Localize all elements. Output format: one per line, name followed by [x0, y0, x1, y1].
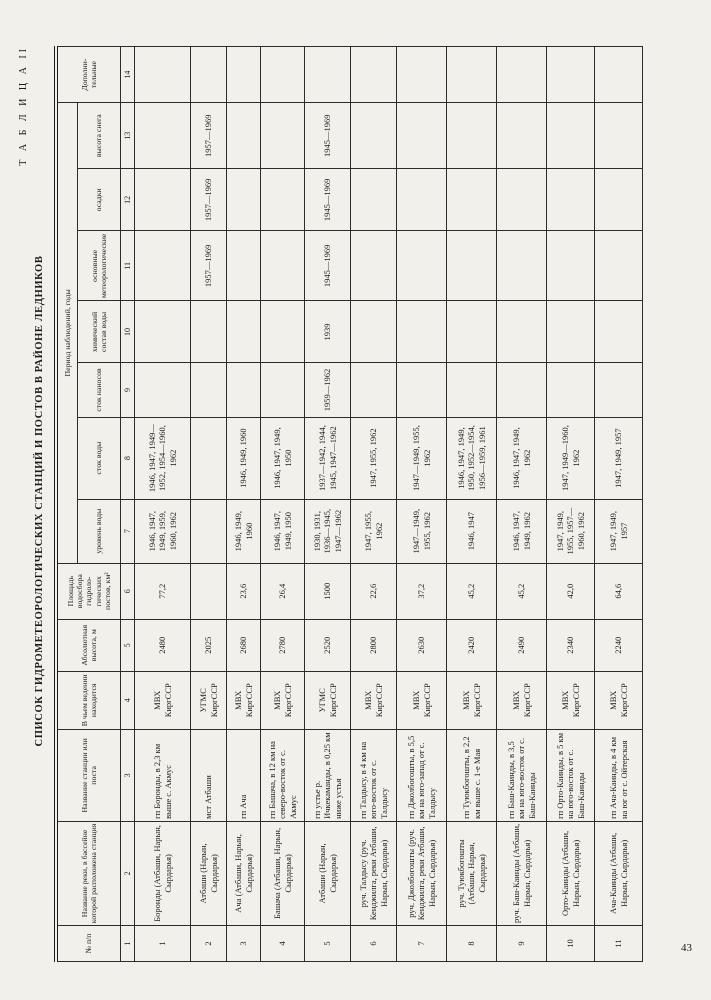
cell-row3-col14: [227, 47, 261, 103]
cell-row10-col4: МВХ КиргССР: [547, 671, 595, 729]
cell-row6-col8: 1947, 1955, 1962: [351, 417, 397, 499]
col-header-10: химический состав воды: [78, 301, 121, 363]
cell-row7-col4: МВХ КиргССР: [397, 671, 447, 729]
cell-row8-col4: МВХ КиргССР: [447, 671, 497, 729]
cell-row5-col9: 1959—1962: [305, 363, 351, 417]
cell-row2-col8: [191, 417, 227, 499]
cell-row1-col6: 77,2: [135, 563, 191, 619]
cell-row8-col11: [447, 231, 497, 301]
cell-row4-col8: 1946, 1947, 1949, 1950: [261, 417, 305, 499]
cell-row6-col6: 22,6: [351, 563, 397, 619]
col-header-12: осадки: [78, 169, 121, 231]
cell-row9-col8: 1946, 1947, 1949, 1962: [497, 417, 547, 499]
col-number-3: 3: [121, 729, 135, 821]
cell-row2-col9: [191, 363, 227, 417]
cell-row5-col6: 1500: [305, 563, 351, 619]
table-row: [447, 47, 497, 962]
cell-row6-col12: [351, 169, 397, 231]
cell-row9-col6: 45,2: [497, 563, 547, 619]
cell-row1-col9: [135, 363, 191, 417]
cell-row7-col2: руч. Джолбогошты (руч. Кенджилга, реки Атбаши, Нарын, Сырдарья): [397, 821, 447, 925]
cell-row3-col9: [227, 363, 261, 417]
col-number-9: 9: [121, 363, 135, 417]
cell-row2-col5: 2025: [191, 619, 227, 671]
cell-row11-col8: 1947, 1949, 1957: [595, 417, 643, 499]
cell-row1-col3: гп Боронды, в 2,3 км выше с. Акмус: [135, 729, 191, 821]
table-header: [56, 47, 135, 962]
cell-row11-col9: [595, 363, 643, 417]
cell-row8-col5: 2420: [447, 619, 497, 671]
page-number: 43: [681, 942, 692, 954]
rotated-table-block: [18, 40, 650, 962]
cell-row4-col1: 4: [261, 925, 305, 961]
table-label: Т А Б Л И Ц А II: [18, 46, 29, 166]
col-number-11: 11: [121, 231, 135, 301]
cell-row11-col3: гп Ача-Каинды, в 4 км на юг от с. Ойтерская: [595, 729, 643, 821]
cell-row2-col10: [191, 301, 227, 363]
cell-row10-col6: 42,0: [547, 563, 595, 619]
table-row: [227, 47, 261, 962]
cell-row8-col8: 1946, 1947, 1949, 1950, 1952—1954, 1956—1959, 1961: [447, 417, 497, 499]
cell-row5-col3: гп устье р. Ичкекаманды, в 0,25 км ниже устья: [305, 729, 351, 821]
cell-row2-col13: 1957—1969: [191, 103, 227, 169]
cell-row3-col8: 1946, 1949, 1960: [227, 417, 261, 499]
page-title: СПИСОК ГИДРОМЕТЕОРОЛОГИЧЕСКИХ СТАНЦИЙ И ПОСТОВ В РАЙОНЕ ЛЕДНИКОВ: [34, 255, 45, 747]
cell-row11-col4: МВХ КиргССР: [595, 671, 643, 729]
cell-row9-col10: [497, 301, 547, 363]
cell-row3-col6: 23,6: [227, 563, 261, 619]
col-number-1: 1: [121, 925, 135, 961]
col-number-7: 7: [121, 499, 135, 563]
cell-row6-col11: [351, 231, 397, 301]
cell-row1-col10: [135, 301, 191, 363]
cell-row2-col12: 1957—1969: [191, 169, 227, 231]
cell-row6-col7: 1947, 1955, 1962: [351, 499, 397, 563]
cell-row5-col2: Атбаши (Нарын, Сырдарья): [305, 821, 351, 925]
cell-row5-col8: 1937—1942, 1944, 1945, 1947—1962: [305, 417, 351, 499]
cell-row1-col4: МВХ КиргССР: [135, 671, 191, 729]
col-number-8: 8: [121, 417, 135, 499]
cell-row1-col14: [135, 47, 191, 103]
cell-row11-col11: [595, 231, 643, 301]
cell-row4-col14: [261, 47, 305, 103]
table-row: [305, 47, 351, 962]
col-number-6: 6: [121, 563, 135, 619]
cell-row9-col13: [497, 103, 547, 169]
table-row: [547, 47, 595, 962]
cell-row9-col2: руч. Баш-Каинды (Атбаши, Нарын, Сырдарья): [497, 821, 547, 925]
cell-row9-col3: гп Баш-Каинды, в 3,5 км на юго-восток от с. Баш-Каинды: [497, 729, 547, 821]
cell-row11-col10: [595, 301, 643, 363]
cell-row5-col11: 1945—1969: [305, 231, 351, 301]
cell-row8-col1: 8: [447, 925, 497, 961]
cell-row5-col4: УГМС КиргССР: [305, 671, 351, 729]
cell-row1-col13: [135, 103, 191, 169]
cell-row10-col13: [547, 103, 595, 169]
cell-row1-col12: [135, 169, 191, 231]
cell-row6-col14: [351, 47, 397, 103]
col-number-2: 2: [121, 821, 135, 925]
cell-row4-col9: [261, 363, 305, 417]
cell-row6-col4: МВХ КиргССР: [351, 671, 397, 729]
col-header-5: Абсолютная высота, м: [56, 619, 121, 671]
cell-row2-col7: [191, 499, 227, 563]
cell-row8-col12: [447, 169, 497, 231]
cell-row10-col5: 2340: [547, 619, 595, 671]
col-header-9: сток наносов: [78, 363, 121, 417]
cell-row8-col7: 1946, 1947: [447, 499, 497, 563]
cell-row8-col3: гп Туюкбогошты, в 2,2 км выше с. 1-е Мая: [447, 729, 497, 821]
cell-row11-col1: 11: [595, 925, 643, 961]
cell-row8-col14: [447, 47, 497, 103]
cell-row3-col11: [227, 231, 261, 301]
cell-row3-col5: 2680: [227, 619, 261, 671]
col-header-6: Площадь водосбора гидрологических постов, км²: [56, 563, 121, 619]
cell-row10-col10: [547, 301, 595, 363]
cell-row10-col12: [547, 169, 595, 231]
table-row: [135, 47, 191, 962]
cell-row4-col5: 2780: [261, 619, 305, 671]
cell-row4-col10: [261, 301, 305, 363]
col-header-4: В чьем ведении находится: [56, 671, 121, 729]
cell-row4-col6: 26,4: [261, 563, 305, 619]
cell-row2-col3: мст Атбаши: [191, 729, 227, 821]
cell-row4-col4: МВХ КиргССР: [261, 671, 305, 729]
table-row: [497, 47, 547, 962]
cell-row7-col13: [397, 103, 447, 169]
cell-row4-col2: Башача (Атбаши, Нарын, Сырдарья): [261, 821, 305, 925]
cell-row8-col10: [447, 301, 497, 363]
cell-row9-col9: [497, 363, 547, 417]
cell-row7-col5: 2630: [397, 619, 447, 671]
cell-row4-col12: [261, 169, 305, 231]
cell-row3-col13: [227, 103, 261, 169]
cell-row2-col11: 1957—1969: [191, 231, 227, 301]
col-header-13: высота снега: [78, 103, 121, 169]
col-number-4: 4: [121, 671, 135, 729]
cell-row2-col2: Атбаши (Нарын, Сырдарья): [191, 821, 227, 925]
cell-row3-col4: МВХ КиргССР: [227, 671, 261, 729]
cell-row4-col7: 1946, 1947, 1949, 1950: [261, 499, 305, 563]
cell-row9-col7: 1946, 1947, 1949, 1962: [497, 499, 547, 563]
cell-row3-col3: гп Ача: [227, 729, 261, 821]
cell-row6-col3: гп Талдысу, в 4 км на юго-восток от с. Талдысу: [351, 729, 397, 821]
cell-row5-col13: 1945—1969: [305, 103, 351, 169]
col-number-5: 5: [121, 619, 135, 671]
cell-row7-col10: [397, 301, 447, 363]
cell-row11-col6: 64,6: [595, 563, 643, 619]
cell-row6-col10: [351, 301, 397, 363]
cell-row3-col10: [227, 301, 261, 363]
table-row: [261, 47, 305, 962]
cell-row1-col1: 1: [135, 925, 191, 961]
cell-row6-col5: 2800: [351, 619, 397, 671]
cell-row7-col1: 7: [397, 925, 447, 961]
cell-row2-col6: [191, 563, 227, 619]
cell-row11-col5: 2240: [595, 619, 643, 671]
table-row: [191, 47, 227, 962]
cell-row1-col5: 2480: [135, 619, 191, 671]
cell-row10-col8: 1947, 1949—1960, 1962: [547, 417, 595, 499]
cell-row3-col2: Ача (Атбаши, Нарын, Сырдарья): [227, 821, 261, 925]
cell-row4-col13: [261, 103, 305, 169]
col-header-11: основные метеорологические: [78, 231, 121, 301]
cell-row5-col1: 5: [305, 925, 351, 961]
cell-row3-col12: [227, 169, 261, 231]
cell-row1-col8: 1946, 1947, 1949—1952, 1954—1960, 1962: [135, 417, 191, 499]
cell-row3-col7: 1946, 1949, 1960: [227, 499, 261, 563]
col-header-1: № п/п: [56, 925, 121, 961]
cell-row11-col7: 1947, 1949, 1957: [595, 499, 643, 563]
cell-row10-col7: 1947, 1949, 1955, 1957—1960, 1962: [547, 499, 595, 563]
cell-row11-col13: [595, 103, 643, 169]
cell-row10-col14: [547, 47, 595, 103]
cell-row9-col11: [497, 231, 547, 301]
table-row: [351, 47, 397, 962]
cell-row10-col2: Орто-Каинды (Атбаши, Нарын, Сырдарья): [547, 821, 595, 925]
table-row: [397, 47, 447, 962]
cell-row8-col6: 45,2: [447, 563, 497, 619]
cell-row5-col5: 2520: [305, 619, 351, 671]
cell-row1-col7: 1946, 1947, 1949, 1959, 1960, 1962: [135, 499, 191, 563]
cell-row10-col1: 10: [547, 925, 595, 961]
cell-row2-col14: [191, 47, 227, 103]
cell-row1-col11: [135, 231, 191, 301]
cell-row2-col4: УГМС КиргССР: [191, 671, 227, 729]
cell-row10-col11: [547, 231, 595, 301]
cell-row7-col12: [397, 169, 447, 231]
cell-row5-col14: [305, 47, 351, 103]
cell-row1-col2: Боронды (Атбаши, Нарын, Сырдарья): [135, 821, 191, 925]
col-header-7: уровень воды: [78, 499, 121, 563]
cell-row6-col9: [351, 363, 397, 417]
cell-row6-col13: [351, 103, 397, 169]
cell-row9-col4: МВХ КиргССР: [497, 671, 547, 729]
cell-row8-col13: [447, 103, 497, 169]
cell-row7-col9: [397, 363, 447, 417]
cell-row5-col12: 1945—1969: [305, 169, 351, 231]
cell-row9-col12: [497, 169, 547, 231]
col-number-14: 14: [121, 47, 135, 103]
col-number-12: 12: [121, 169, 135, 231]
col-number-10: 10: [121, 301, 135, 363]
cell-row9-col5: 2490: [497, 619, 547, 671]
cell-row4-col3: гп Башача, в 12 км на северо-восток от с. Акмус: [261, 729, 305, 821]
cell-row6-col1: 6: [351, 925, 397, 961]
observation-period-group-header: Период наблюдений, годы: [56, 103, 78, 564]
cell-row5-col7: 1930, 1931, 1936—1945, 1947—1962: [305, 499, 351, 563]
col-header-3: Название станции или поста: [56, 729, 121, 821]
col-header-14: Дополнительные: [56, 47, 121, 103]
cell-row7-col7: 1947—1949, 1955, 1962: [397, 499, 447, 563]
cell-row8-col2: руч. Туюкбогошты (Атбаши, Нарын, Сырдарья): [447, 821, 497, 925]
cell-row10-col9: [547, 363, 595, 417]
cell-row10-col3: гп Орто-Каинды, в 5 км на юго-восток от с. Баш-Каинды: [547, 729, 595, 821]
col-header-2: Название реки, в бассейне которой расположена станция: [56, 821, 121, 925]
table-row: [595, 47, 643, 962]
cell-row4-col11: [261, 231, 305, 301]
cell-row7-col3: гп Джолбогошты, в 5,5 км на юго-запад от с. Талдысу: [397, 729, 447, 821]
col-number-13: 13: [121, 103, 135, 169]
cell-row5-col10: 1939: [305, 301, 351, 363]
stations-table: [54, 46, 643, 962]
cell-row9-col14: [497, 47, 547, 103]
cell-row3-col1: 3: [227, 925, 261, 961]
cell-row6-col2: руч. Талдысу (руч. Кенджилга, реки Атбаши, Нарын, Сырдарья): [351, 821, 397, 925]
cell-row9-col1: 9: [497, 925, 547, 961]
cell-row8-col9: [447, 363, 497, 417]
col-header-8: сток воды: [78, 417, 121, 499]
cell-row7-col14: [397, 47, 447, 103]
cell-row7-col11: [397, 231, 447, 301]
table-body: [135, 47, 643, 962]
cell-row11-col2: Ача-Каинды (Атбаши, Нарын, Сырдарья): [595, 821, 643, 925]
cell-row2-col1: 2: [191, 925, 227, 961]
cell-row7-col8: 1947—1949, 1955, 1962: [397, 417, 447, 499]
cell-row11-col14: [595, 47, 643, 103]
cell-row7-col6: 37,2: [397, 563, 447, 619]
cell-row11-col12: [595, 169, 643, 231]
